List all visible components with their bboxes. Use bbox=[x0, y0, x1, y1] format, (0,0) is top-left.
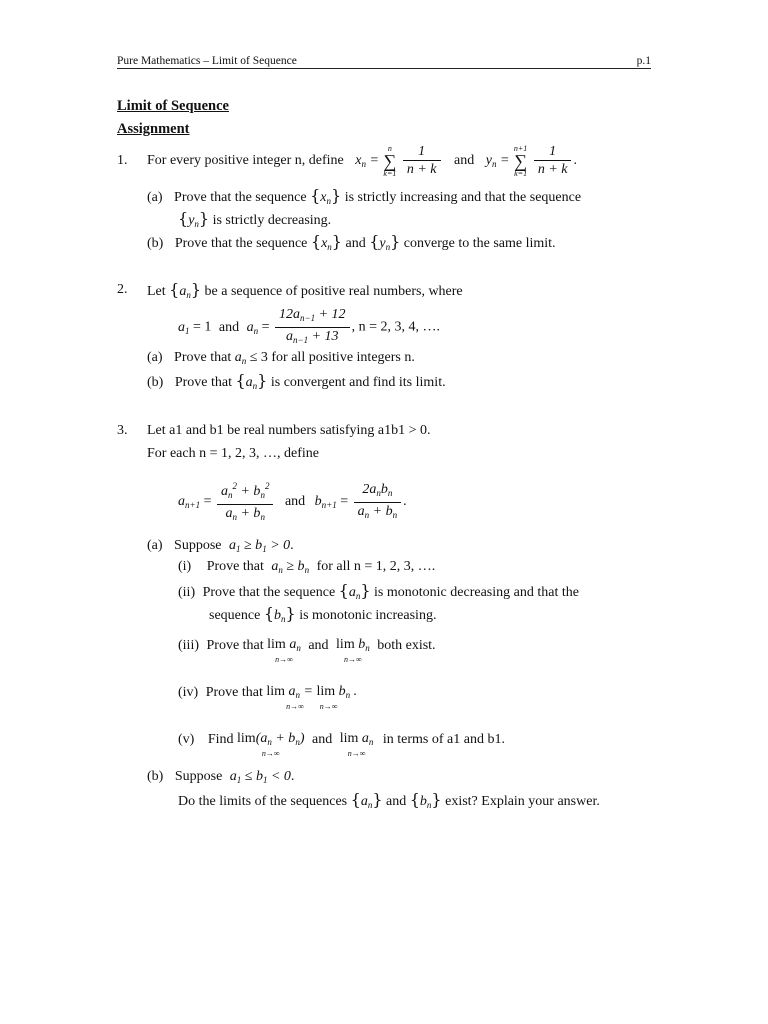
q3-iii-label: (iii) bbox=[178, 638, 199, 653]
q2-part-b: (b) Prove that $\{a_n\}$ is convergent and find its limit. bbox=[147, 371, 446, 391]
q1-part-a: (a) Prove that the sequence $\{x_n\}$ is strictly increasing and that the sequence bbox=[147, 186, 582, 206]
page-header bbox=[117, 54, 651, 69]
q3-ii-text3: sequence bbox=[209, 608, 261, 623]
q3-ii-text4: is monotonic increasing. bbox=[299, 608, 437, 623]
q1-sum-x: n ∑ k=1 bbox=[383, 143, 397, 178]
q2-recurrence-frac: $\frac{12a_{n-1} + 12}{a_{n-1} + 13}$ bbox=[275, 306, 350, 349]
q3-part-b: (b) Suppose $a_1 \le b_1 < 0$. bbox=[147, 769, 295, 785]
q2-b-text2: is convergent and find its limit. bbox=[270, 375, 446, 390]
q3-part-a: (a) Suppose $a_1 \ge b_1 > 0$. bbox=[147, 538, 294, 554]
q2-range: , n = 2, 3, 4, …. bbox=[351, 319, 440, 335]
q3-part-a-v: (v) Find $\lim(a_n + b_n)$ n→∞ and $\lim a_n$ n→∞ in terms of a1 and b1. bbox=[178, 731, 505, 758]
q3-ii-label: (ii) bbox=[178, 585, 196, 600]
q3-frac-a: $\frac{a_n^2 + b_n^2}{a_n + b_n}$ bbox=[217, 478, 273, 526]
q3-part-a-ii: (ii) Prove that the sequence $\{a_n\}$ is monotonic decreasing and that the bbox=[178, 581, 579, 601]
q1-b-text1: Prove that the sequence bbox=[174, 236, 308, 251]
header-title: Pure Mathematics – Limit of Sequence bbox=[117, 55, 297, 67]
q3-iv-text1: Prove that bbox=[205, 685, 263, 700]
q1-sum-y: n+1 ∑ k=1 bbox=[513, 143, 528, 178]
q3-part-a-ii-cont: sequence $\{b_n\}$ is monotonic increasing. bbox=[209, 604, 437, 624]
q2-and: and bbox=[218, 319, 240, 335]
q3-v-text2: in terms of a1 and b1. bbox=[382, 732, 505, 747]
q3-line2: For each n = 1, 2, 3, …, define bbox=[147, 446, 319, 461]
q3-b-and: and bbox=[386, 794, 407, 809]
question-1-number: 1. bbox=[117, 153, 128, 168]
q1-and: and bbox=[454, 153, 475, 168]
q3-i-label: (i) bbox=[178, 559, 192, 574]
q3-v-label: (v) bbox=[178, 732, 195, 747]
q3-ii-text1: Prove that the sequence bbox=[202, 585, 336, 600]
q2-let: Let bbox=[147, 284, 166, 299]
q3-part-a-i: (i) Prove that $a_n \ge b_n$ for all n = 1, 2, 3, …. bbox=[178, 559, 436, 575]
q2-part-a: (a) Prove that $a_n \le 3$ for all positive integers n. bbox=[147, 350, 415, 366]
q3-part-a-iv: (iv) Prove that $\lim a_n = \lim b_n$ . n→∞ n→∞ bbox=[178, 684, 358, 711]
q3-iv-label: (iv) bbox=[178, 685, 199, 700]
question-3-number: 3. bbox=[117, 423, 128, 438]
q3-b-text1: Do the limits of the sequences bbox=[178, 794, 348, 809]
q3-part-b-question: Do the limits of the sequences $\{a_n\}$ and $\{b_n\}$ exist? Explain your answer. bbox=[178, 790, 600, 810]
q3-b-text2: exist? Explain your answer. bbox=[445, 794, 600, 809]
document-subtitle: Assignment bbox=[117, 121, 190, 137]
q3-i-text1: Prove that bbox=[206, 559, 264, 574]
q3-line1: Let a1 and b1 be real numbers satisfying a1b1 > 0. bbox=[147, 423, 431, 438]
q3-b-suppose: Suppose bbox=[174, 769, 223, 784]
q2-intro-line: Let $\{a_n\}$ be a sequence of positive real numbers, where bbox=[147, 280, 463, 300]
q2-a-text1: Prove that bbox=[174, 350, 232, 365]
q3-a-label: (a) bbox=[147, 538, 163, 553]
q3-i-text2: for all n = 1, 2, 3, …. bbox=[316, 559, 436, 574]
q3-frac-b: $\frac{2a_nb_n}{a_n + b_n}$ bbox=[354, 481, 401, 524]
q1-b-and: and bbox=[345, 236, 366, 251]
page-number: p.1 bbox=[636, 55, 651, 67]
q3-v-and: and bbox=[311, 732, 333, 747]
q3-b-label: (b) bbox=[147, 769, 164, 784]
q2-b-label: (b) bbox=[147, 375, 164, 390]
q1-part-a-cont: $\{y_n\}$ is strictly decreasing. bbox=[178, 209, 332, 229]
q3-v-text1: Find bbox=[207, 732, 234, 747]
q1-part-b: (b) Prove that the sequence $\{x_n\}$ and $\{y_n\}$ converge to the same limit. bbox=[147, 232, 556, 252]
q3-iii-and: and bbox=[308, 638, 329, 653]
q3-definition: $a_{n+1}$ = $\frac{a_n^2 + b_n^2}{a_n + b_n}$ and $b_{n+1}$ = $\frac{2a_nb_n}{a_n + b_n}$ . bbox=[178, 478, 407, 527]
q2-a-text2: for all positive integers n. bbox=[271, 350, 415, 365]
q1-frac-y: $\frac{1}{n + k}$ bbox=[534, 143, 572, 178]
question-2-number: 2. bbox=[117, 282, 128, 297]
q1-a-text3: is strictly decreasing. bbox=[212, 213, 332, 228]
q3-ii-text2: is monotonic decreasing and that the bbox=[374, 585, 579, 600]
q3-iii-text1: Prove that bbox=[206, 638, 264, 653]
document-title: Limit of Sequence bbox=[117, 98, 229, 114]
q3-iii-text2: both exist. bbox=[377, 638, 436, 653]
q3-part-a-iii: (iii) Prove that $\lim a_n$ n→∞ and $\lim b_n$ n→∞ both exist. bbox=[178, 637, 436, 664]
q2-definition: $a_1 = 1$ and $a_n$ = $\frac{12a_{n-1} + 12}{a_{n-1} + 13}$ , n = 2, 3, 4, …. bbox=[178, 306, 440, 349]
q2-intro: be a sequence of positive real numbers, where bbox=[204, 284, 463, 299]
q2-b-text1: Prove that bbox=[174, 375, 232, 390]
q1-intro: For every positive integer n, define bbox=[147, 153, 344, 168]
q1-a-text2: is strictly increasing and that the sequence bbox=[344, 190, 582, 205]
q1-b-text2: converge to the same limit. bbox=[403, 236, 556, 251]
q1-b-label: (b) bbox=[147, 236, 164, 251]
q3-a-suppose: Suppose bbox=[174, 538, 222, 553]
q1-frac-x: $\frac{1}{n + k}$ bbox=[403, 143, 441, 178]
q1-a-text1: Prove that the sequence bbox=[174, 190, 307, 205]
q2-a-label: (a) bbox=[147, 350, 163, 365]
q3-and: and bbox=[284, 494, 306, 510]
q1-a-label: (a) bbox=[147, 190, 163, 205]
question-1-definition: For every positive integer n, define $x_n$ = n ∑ k=1 $\frac{1}{n + k}$ and $y_n$ = n+1 ∑ k=1 $\frac{1}{n + k}$ . bbox=[147, 143, 577, 178]
